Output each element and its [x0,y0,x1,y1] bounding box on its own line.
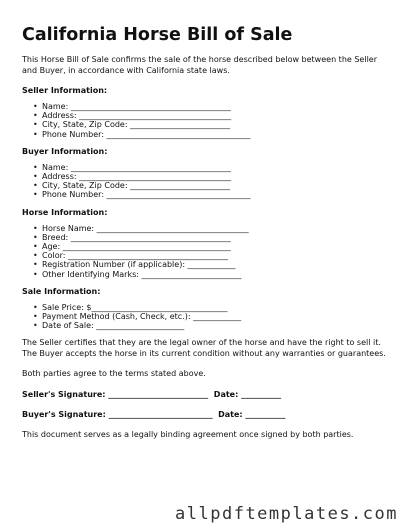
buyer-address-field: • Address: ______________________________________ [42,172,392,181]
buyer-heading: Buyer Information: [22,146,108,156]
buyer-section [22,147,392,200]
payment-method-field: • Payment Method (Cash, Check, etc.): ____________ [42,312,392,321]
sale-price-field: • Sale Price: $__________________________________ [42,303,392,312]
sale-fields [22,303,392,331]
horse-breed-field: • Breed: ________________________________________ [42,233,392,242]
buyer-fields [22,163,392,200]
seller-signature-line: Seller's Signature: _________________________ Date: __________ [22,389,282,399]
horse-registration-field: • Registration Number (if applicable): ____________ [42,260,392,269]
horse-marks-field: • Other Identifying Marks: _________________________ [42,270,392,279]
seller-city-field: • City, State, Zip Code: _________________________ [42,120,392,129]
seller-phone-field: • Phone Number: ____________________________________ [42,130,392,139]
intro-paragraph: This Horse Bill of Sale confirms the sale of the horse described below between the Seller and Buyer, in accordance with California state laws. [22,55,378,75]
horse-color-field: • Color: ________________________________________ [42,251,392,260]
footer-note: This document serves as a legally binding agreement once signed by both parties. [22,429,354,439]
buyer-signature-line: Buyer's Signature: __________________________ Date: __________ [22,409,286,419]
site-watermark: allpdftemplates.com [175,504,398,524]
horse-fields [22,224,392,279]
sale-heading: Sale Information: [22,286,101,296]
horse-age-field: • Age: __________________________________________ [42,242,392,251]
horse-heading: Horse Information: [22,207,108,217]
seller-heading: Seller Information: [22,86,108,95]
buyer-city-field: • City, State, Zip Code: _________________________ [42,181,392,190]
horse-section [22,208,392,279]
agreement-paragraph: Both parties agree to the terms stated above. [22,369,206,379]
sale-date-field: • Date of Sale: ______________________ [42,321,392,330]
seller-fields [22,102,392,139]
seller-address-field: • Address: ______________________________________ [42,111,392,120]
horse-name-field: • Horse Name: ______________________________________ [42,224,392,233]
bill-of-sale-document [22,24,392,440]
buyer-name-field: • Name: ________________________________________ [42,163,392,172]
certification-paragraph: The Seller certifies that they are the legal owner of the horse and have the right to sell it. The Buyer accepts the horse in its current condition without any warranties or guarantees. [22,338,386,358]
sale-section [22,287,392,331]
seller-name-field: • Name: ________________________________________ [42,102,392,111]
document-title: California Horse Bill of Sale [22,25,293,45]
seller-section [22,86,392,139]
buyer-phone-field: • Phone Number: ____________________________________ [42,190,392,199]
